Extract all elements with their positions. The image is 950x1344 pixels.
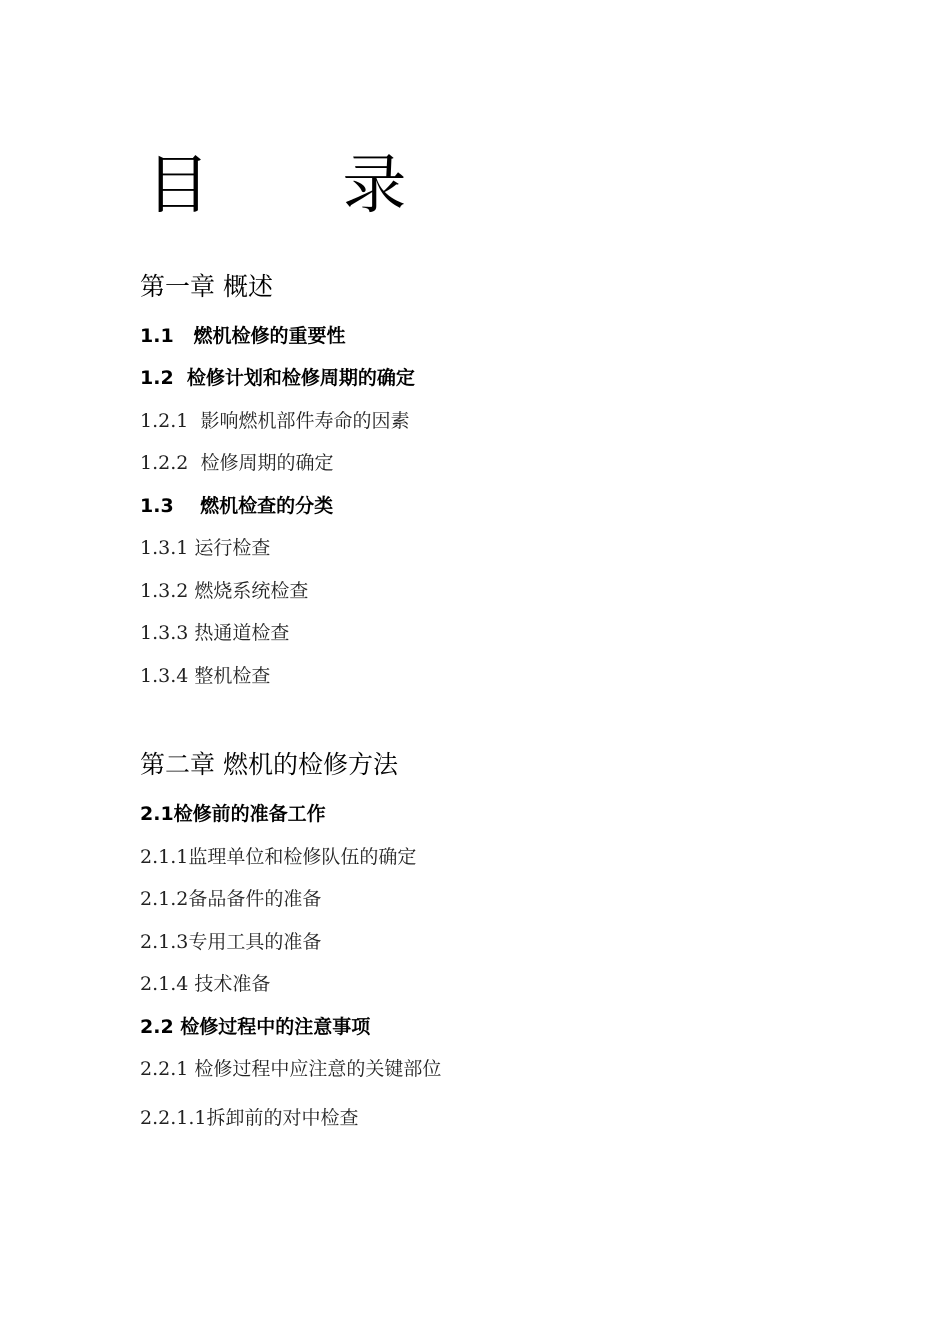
toc-entry-number: 1.1 [140, 325, 194, 347]
toc-entry-text: 拆卸前的对中检查 [206, 1107, 359, 1129]
toc-entry-number: 1.3.1 [140, 537, 195, 559]
toc-entry-text: 检修过程中应注意的关键部位 [194, 1058, 442, 1080]
toc-entry-text: 概述 [222, 272, 273, 301]
toc-entry-sub[interactable] [140, 1057, 441, 1081]
toc-entry-text: 检修计划和检修周期的确定 [186, 367, 415, 389]
toc-entry-number: 1.2.2 [140, 452, 201, 474]
toc-entry-number: 第二章 [140, 750, 223, 779]
toc-entry-number: 2.1.3 [140, 931, 189, 953]
toc-entry-text: 专用工具的准备 [188, 931, 322, 953]
toc-entry-sub[interactable] [140, 536, 270, 560]
toc-entry-number: 1.2.1 [140, 410, 201, 432]
toc-entry-sub[interactable] [140, 972, 270, 996]
toc-entry-text: 整机检查 [194, 665, 271, 687]
toc-entry-sub[interactable] [140, 409, 409, 433]
toc-entry-sub[interactable] [140, 451, 333, 475]
toc-entry-section[interactable] [140, 1015, 370, 1039]
toc-entry-number: 2.1.1 [140, 846, 189, 868]
toc-entry-text: 运行检查 [194, 537, 271, 559]
toc-entry-text: 燃机检修的重要性 [193, 325, 346, 347]
toc-entry-sub[interactable] [140, 664, 270, 688]
toc-entry-section[interactable] [140, 366, 415, 390]
toc-entry-text: 技术准备 [194, 973, 271, 995]
toc-entry-sub[interactable] [140, 887, 321, 911]
toc-entry-text: 检修过程中的注意事项 [180, 1016, 371, 1038]
toc-entry-number: 2.1.2 [140, 888, 189, 910]
toc-entry-chapter[interactable] [140, 750, 398, 780]
toc-entry-sub[interactable] [140, 930, 321, 954]
toc-entry-section[interactable] [140, 802, 326, 826]
toc-entry-number: 2.1.4 [140, 973, 195, 995]
toc-entry-text: 影响燃机部件寿命的因素 [200, 410, 410, 432]
toc-entry-sub[interactable] [140, 1106, 359, 1130]
toc-entry-number: 2.1 [140, 803, 174, 825]
toc-entry-text: 燃烧系统检查 [194, 580, 309, 602]
toc-entry-text: 检修周期的确定 [200, 452, 334, 474]
toc-entry-text: 燃机的检修方法 [222, 750, 398, 779]
toc-entry-text: 燃机检查的分类 [200, 495, 334, 517]
toc-entry-text: 备品备件的准备 [188, 888, 322, 910]
toc-entry-number: 1.3 [140, 495, 201, 517]
toc-entry-number: 2.2.1 [140, 1058, 195, 1080]
toc-entry-number: 1.2 [140, 367, 187, 389]
toc-entry-section[interactable] [140, 494, 333, 518]
page-title: 目 录 [146, 149, 463, 223]
toc-entry-number: 1.3.4 [140, 665, 195, 687]
toc-entry-sub[interactable] [140, 845, 416, 869]
toc-entry-number: 第一章 [140, 272, 223, 301]
toc-entry-number: 1.3.2 [140, 580, 195, 602]
toc-entry-number: 2.2.1.1 [140, 1107, 207, 1129]
toc-entry-chapter[interactable] [140, 272, 273, 302]
toc-entry-text: 监理单位和检修队伍的确定 [188, 846, 417, 868]
toc-entry-section[interactable] [140, 324, 346, 348]
toc-entry-sub[interactable] [140, 621, 289, 645]
toc-entry-text: 热通道检查 [194, 622, 290, 644]
toc-entry-number: 2.2 [140, 1016, 181, 1038]
toc-entry-text: 检修前的准备工作 [173, 803, 326, 825]
toc-entry-number: 1.3.3 [140, 622, 195, 644]
toc-entry-sub[interactable] [140, 579, 308, 603]
